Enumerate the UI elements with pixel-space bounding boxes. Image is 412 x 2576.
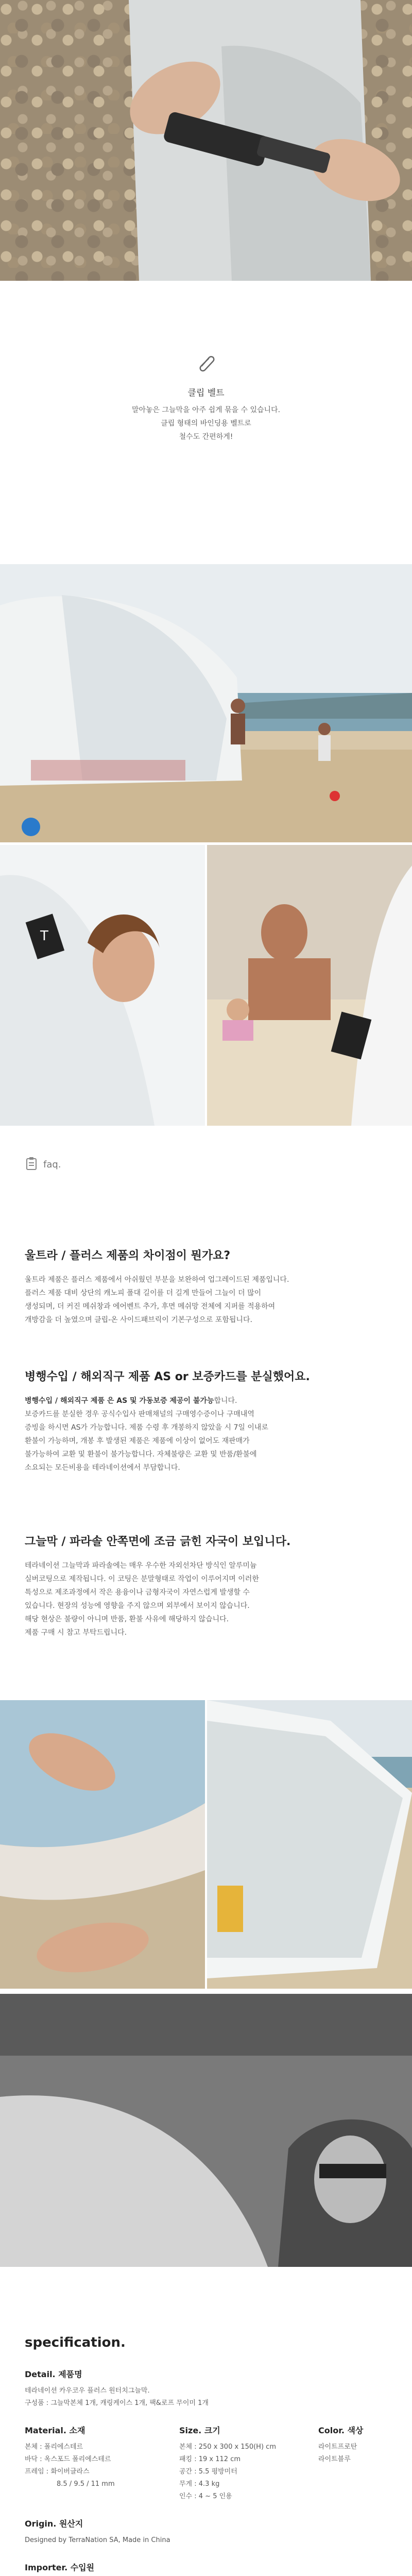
spec-material bbox=[25, 2424, 179, 2503]
woman-in-tent-photo bbox=[0, 845, 205, 1126]
spec-importer bbox=[25, 2561, 387, 2576]
faq-answer-line: 플러스 제품 대비 상단의 캐노피 폴대 길이를 더 길게 만들어 그늘이 더 많이 bbox=[25, 1289, 262, 1297]
spec-color bbox=[318, 2424, 387, 2503]
spec-value: 구성품 : 그늘막본체 1개, 캐링케이스 1개, 팩&로프 무이미 1개 bbox=[25, 2399, 209, 2407]
faq-item-2 bbox=[25, 1368, 387, 1475]
faq-header bbox=[26, 1157, 61, 1172]
spec-value: 라이트블루 bbox=[318, 2455, 351, 2463]
faq-answer-line: 환불이 가능하며, 개봉 후 발생된 제품은 제품에 이상이 없어도 재판매가 bbox=[25, 1437, 250, 1445]
scratch-detail-photo-1 bbox=[0, 1700, 205, 1989]
faq-answer-bold: 병행수입 / 해외직구 제품 은 AS 및 가동보증 제공이 불가능 bbox=[25, 1397, 214, 1405]
spec-value: 공간 : 5.5 평방미터 bbox=[179, 2468, 237, 2476]
spec-value: 인수 : 4 ~ 5 인용 bbox=[179, 2493, 232, 2500]
faq-item-3 bbox=[25, 1533, 387, 1639]
clipboard-icon bbox=[26, 1157, 37, 1172]
spec-value: Designed by TerraNation SA, Made in China bbox=[25, 2536, 170, 2544]
clip-belt-photo bbox=[0, 0, 412, 281]
clip-line: 클립 형태의 바인딩용 벨트로 bbox=[161, 419, 251, 428]
fabric-inside-illustration bbox=[0, 1700, 205, 1989]
spec-label: Importer. 수입원 bbox=[25, 2563, 95, 2572]
faq-answer-line: 증빙을 하시면 AS가 가능합니다. 제품 수령 후 개봉하지 않았을 시 7일 이내로 bbox=[25, 1423, 268, 1432]
faq-answer-line: 특성으로 제조과정에서 작은 용융이나 금형자국이 자연스럽게 발생할 수 bbox=[25, 1588, 250, 1597]
spec-value: 프레임 : 화이버글라스 bbox=[25, 2468, 90, 2476]
paperclip-icon bbox=[194, 350, 218, 375]
faq-label: faq. bbox=[43, 1159, 61, 1170]
spec-label: Size. 크기 bbox=[179, 2426, 220, 2435]
spec-size bbox=[179, 2424, 318, 2503]
clip-belt-title: 클립 벨트 bbox=[187, 388, 225, 398]
family-beach-photo bbox=[207, 845, 412, 1126]
clip-belt-illustration bbox=[0, 0, 412, 281]
faq-answer-line: 생성되며, 더 커진 메쉬창과 에어벤트 추가, 후면 메쉬망 전체에 지퍼를 적용하여 bbox=[25, 1302, 276, 1311]
spec-value: 라이트프로탄 bbox=[318, 2443, 357, 2451]
faq-answer-line: 울트라 제품은 플러스 제품에서 아쉬웠던 부분을 보완하여 업그레이드된 제품입니다. bbox=[25, 1276, 289, 1284]
spec-label: Origin. 원산지 bbox=[25, 2519, 83, 2529]
faq-question-2: 병행수입 / 해외직구 제품 AS or 보증카드를 분실했어요. bbox=[25, 1370, 310, 1383]
faq-answer-line: 개방감을 더 높였으며 클립-온 사이드패브릭이 기본구성으로 포함됩니다. bbox=[25, 1316, 252, 1324]
spec-heading: specification. bbox=[25, 2335, 126, 2350]
faq-answer-line: 보증카드를 분실한 경우 공식수입사 판매채널의 구매영수증이나 구매내역 bbox=[25, 1410, 254, 1418]
faq-answer-line: 실버코팅으로 제작됩니다. 이 코팅은 분말형태로 작업이 이루어지며 이러한 bbox=[25, 1575, 259, 1583]
spec-value: 패킹 : 19 x 112 cm bbox=[179, 2455, 241, 2463]
spec-value: 무게 : 4.3 kg bbox=[179, 2480, 220, 2488]
beach-tent-illustration bbox=[0, 564, 412, 842]
faq-question-3: 그늘막 / 파라솔 안쪽면에 조금 긁힌 자국이 보입니다. bbox=[25, 1535, 291, 1548]
clip-line: 말아놓은 그늘막을 아주 쉽게 묶을 수 있습니다. bbox=[131, 406, 281, 414]
faq-question-1: 울트라 / 플러스 제품의 차이점이 뭔가요? bbox=[25, 1249, 231, 1262]
spec-value: 테라네이션 카우코우 플러스 원터치그늘막. bbox=[25, 2387, 150, 2395]
spec-origin bbox=[25, 2517, 387, 2547]
bw-illustration bbox=[0, 1994, 412, 2267]
bw-lifestyle-photo bbox=[0, 1994, 412, 2267]
spec-row-material-size-color bbox=[25, 2424, 387, 2503]
parasol-illustration bbox=[207, 1700, 412, 1989]
specification-section bbox=[25, 2335, 387, 2576]
spec-value: 바닥 : 옥스포드 폴리에스테르 bbox=[25, 2455, 111, 2463]
svg-text:T: T bbox=[40, 928, 48, 944]
spec-value: 본체 : 폴리에스테르 bbox=[25, 2443, 83, 2451]
spec-value: 본체 : 250 x 300 x 150(H) cm bbox=[179, 2443, 276, 2451]
clip-line: 철수도 간편하게! bbox=[179, 433, 233, 441]
spec-label: Material. 소재 bbox=[25, 2426, 85, 2435]
clip-belt-section bbox=[0, 350, 412, 444]
faq-answer-line: 소요되는 모든비용을 테라네이션에서 부담합니다. bbox=[25, 1464, 180, 1472]
faq-answer-emphasis bbox=[25, 1394, 387, 1408]
spec-product-name bbox=[25, 2368, 387, 2410]
faq-answer-line: 있습니다. 현장의 성능에 영향을 주지 않으며 외부에서 보이지 않습니다. bbox=[25, 1602, 250, 1610]
faq-answer-line: 테라네이션 그늘막과 파라솔에는 매우 우수한 자외선차단 방식인 알루미늄 bbox=[25, 1562, 257, 1570]
faq-answer-line: 불가능하여 교환 및 환불이 불가능합니다. 자체불량은 교환 및 반품/환불에 bbox=[25, 1450, 257, 1459]
clip-belt-description bbox=[0, 403, 412, 444]
beach-tent-photo bbox=[0, 564, 412, 842]
scratch-detail-photo-2 bbox=[207, 1700, 412, 1989]
woman-illustration bbox=[0, 845, 205, 1126]
faq-item-1 bbox=[25, 1247, 387, 1327]
spec-label: Color. 색상 bbox=[318, 2426, 364, 2435]
faq-answer-line: 제품 구매 시 참고 부탁드립니다. bbox=[25, 1629, 127, 1637]
spec-label: Detail. 제품명 bbox=[25, 2369, 82, 2379]
family-illustration bbox=[207, 845, 412, 1126]
spec-value: 8.5 / 9.5 / 11 mm bbox=[57, 2480, 115, 2488]
faq-answer-bold-suffix: 합니다. bbox=[214, 1397, 237, 1405]
faq-answer-line: 해당 현상은 불량이 아니며 반품, 환불 사유에 해당하지 않습니다. bbox=[25, 1615, 229, 1623]
